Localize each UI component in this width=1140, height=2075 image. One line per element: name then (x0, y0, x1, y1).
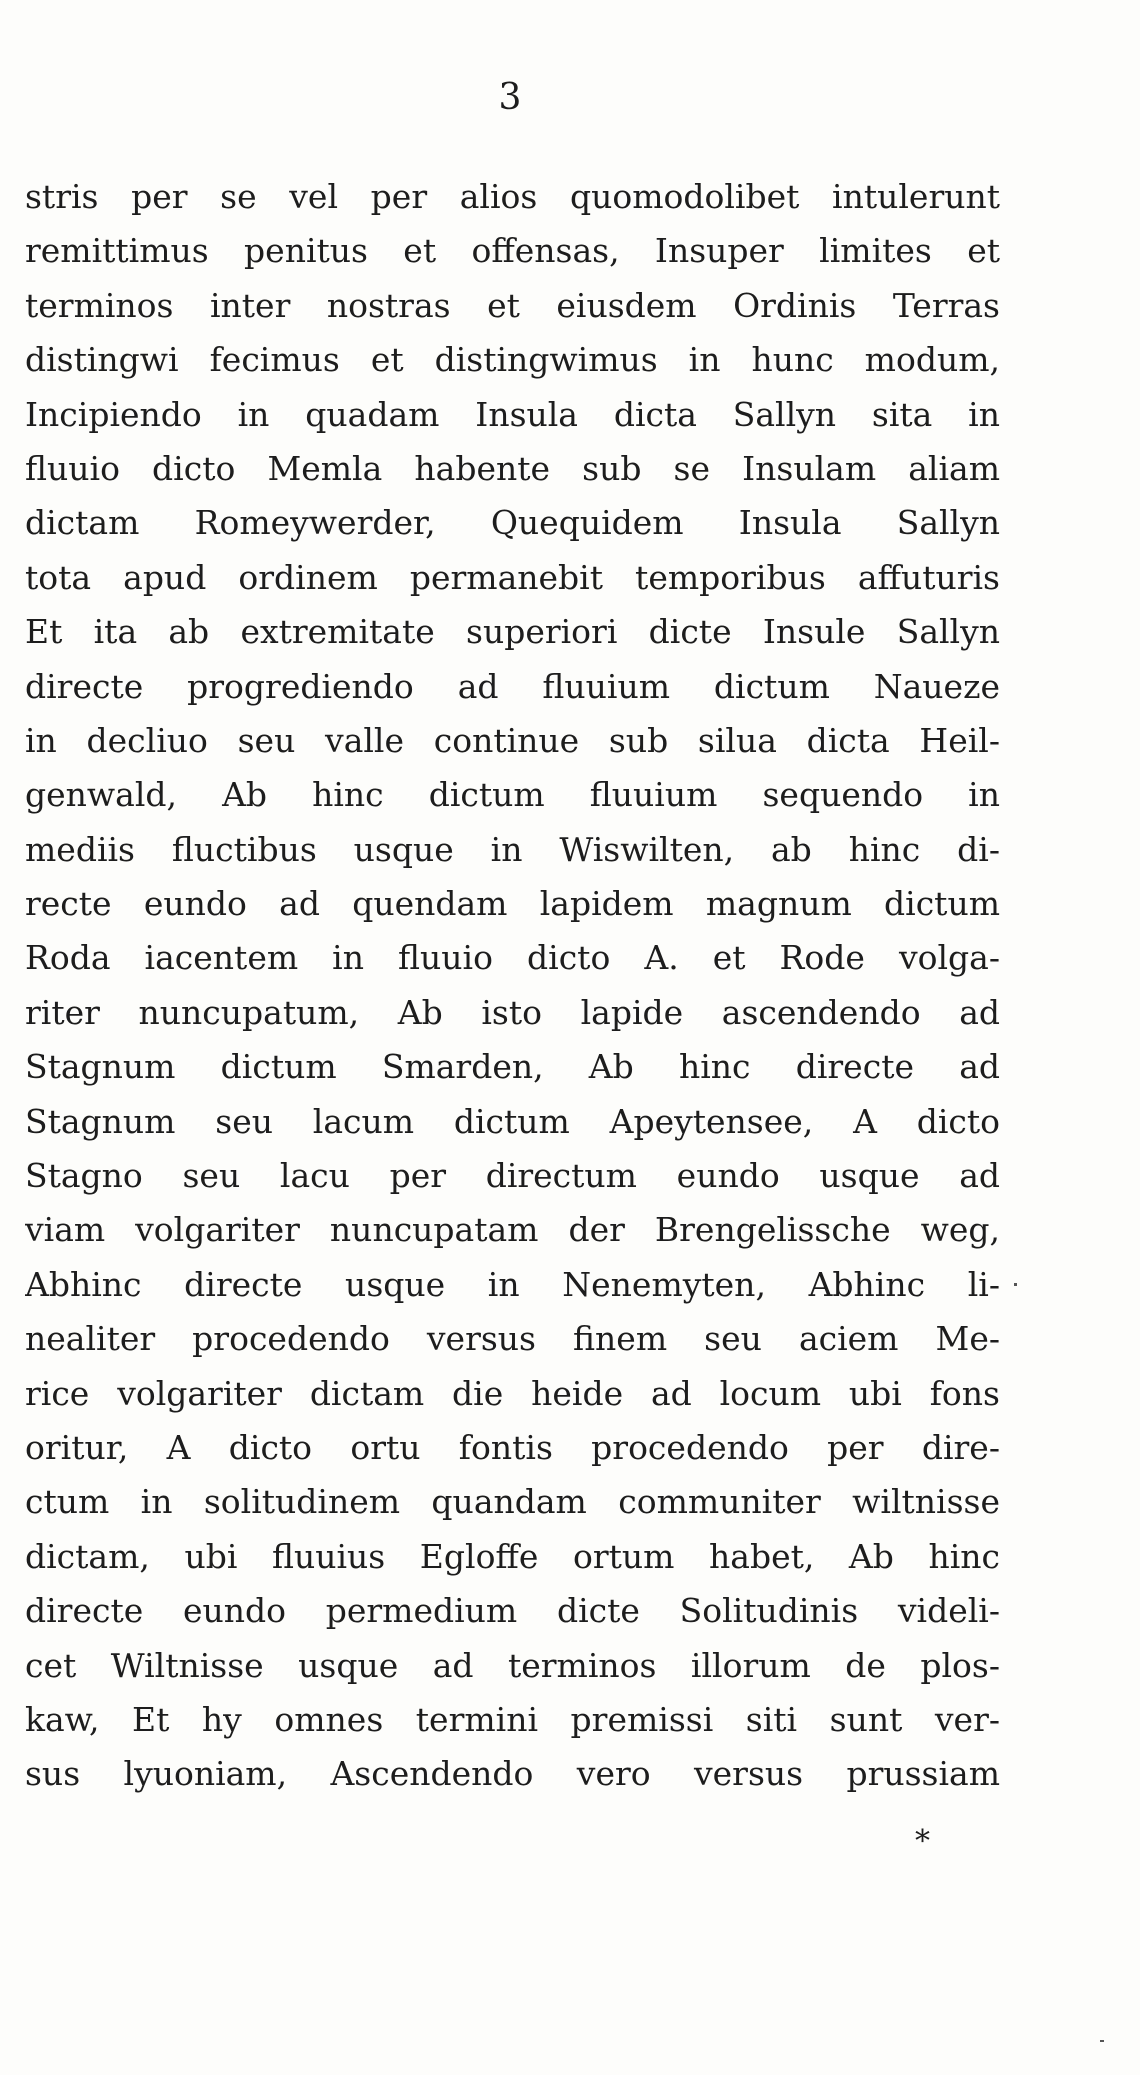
text-line: Stagnum dictum Smarden, Ab hinc directe ad (25, 1047, 1000, 1087)
text-line: Roda iacentem in fluuio dicto A. et Rode volga- (25, 938, 1000, 978)
text-line: recte eundo ad quendam lapidem magnum dictum (25, 884, 1000, 924)
text-line: tota apud ordinem permanebit temporibus affuturis (25, 557, 1000, 597)
text-line: dictam, ubi fluuius Egloffe ortum habet, Ab hinc (25, 1536, 1000, 1576)
text-line: ctum in solitudinem quandam communiter wiltnisse (25, 1482, 1000, 1522)
text-line: distingwi fecimus et distingwimus in hunc modum, (25, 340, 1000, 380)
text-line: riter nuncupatum, Ab isto lapide ascendendo ad (25, 992, 1000, 1032)
text-line: oritur, A dicto ortu fontis procedendo per dire- (25, 1427, 1000, 1467)
text-line: viam volgariter nuncupatam der Brengelissche weg, (25, 1210, 1000, 1250)
text-line: terminos inter nostras et eiusdem Ordinis Terras (25, 285, 1000, 325)
text-line: in decliuo seu valle continue sub silua dicta Heil- (25, 720, 1000, 760)
text-line: Stagnum seu lacum dictum Apeytensee, A dicto (25, 1101, 1000, 1141)
ink-speck (1100, 2040, 1104, 2042)
catchword: * (915, 1824, 930, 1859)
text-line: genwald, Ab hinc dictum fluuium sequendo in (25, 775, 1000, 815)
text-line: Incipiendo in quadam Insula dicta Sallyn sita in (25, 394, 1000, 434)
text-line: rice volgariter dictam die heide ad locum ubi fons (25, 1373, 1000, 1413)
text-line: directe progrediendo ad fluuium dictum Naueze (25, 666, 1000, 706)
text-line: dictam Romeywerder, Quequidem Insula Sallyn (25, 503, 1000, 543)
ink-speck (1014, 1283, 1017, 1286)
page-number: 3 (498, 77, 522, 118)
text-line: remittimus penitus et offensas, Insuper limites et (25, 231, 1000, 271)
text-line: sus lyuoniam, Ascendendo vero versus prussiam (25, 1754, 1000, 1794)
body-text (25, 170, 1000, 1802)
text-line: fluuio dicto Memla habente sub se Insulam aliam (25, 448, 1000, 488)
text-line: mediis fluctibus usque in Wiswilten, ab hinc di- (25, 829, 1000, 869)
text-line: stris per se vel per alios quomodolibet intulerunt (25, 177, 1000, 216)
text-line: kaw, Et hy omnes termini premissi siti sunt ver- (25, 1699, 1000, 1739)
text-line: cet Wiltnisse usque ad terminos illorum de plos- (25, 1645, 1000, 1685)
text-line: directe eundo permedium dicte Solitudinis videli- (25, 1591, 1000, 1631)
text-line: Stagno seu lacu per directum eundo usque ad (25, 1156, 1000, 1196)
text-line: Abhinc directe usque in Nenemyten, Abhinc li- (25, 1264, 1000, 1304)
text-line: Et ita ab extremitate superiori dicte Insule Sallyn (25, 612, 1000, 652)
text-line: nealiter procedendo versus finem seu aciem Me- (25, 1319, 1000, 1359)
